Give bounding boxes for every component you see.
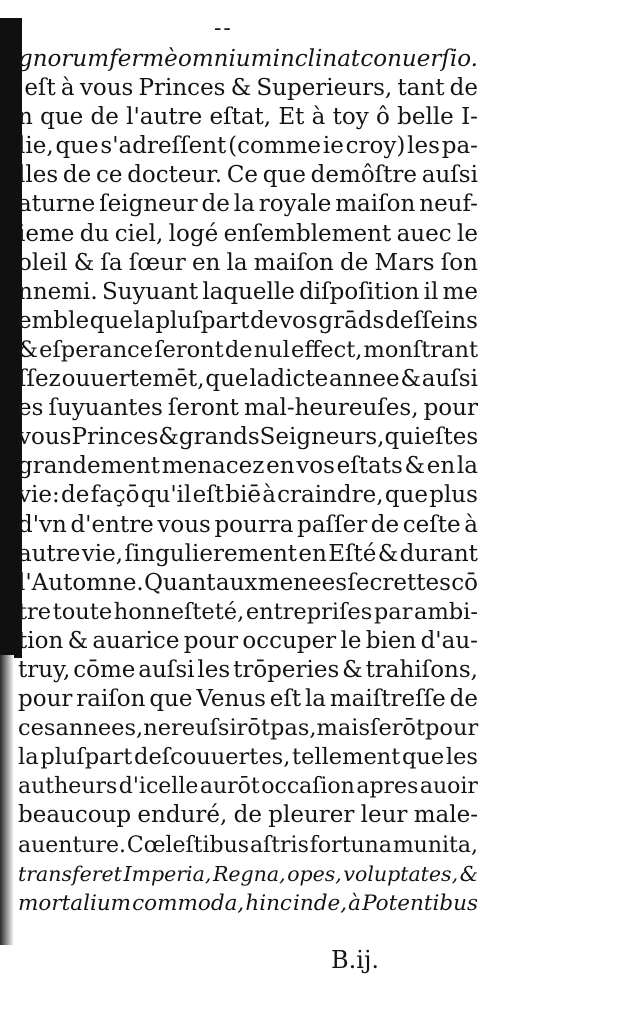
word: de (201, 191, 230, 218)
word: ſerōt (370, 715, 426, 742)
word: la (226, 249, 248, 276)
word: transferet (18, 861, 122, 886)
word: auſsi (421, 366, 478, 393)
word: que (149, 686, 193, 713)
word: ſeront (167, 395, 239, 422)
text-line (18, 249, 478, 278)
text-line (18, 714, 478, 743)
word: en (298, 540, 327, 567)
word: grands (178, 424, 260, 451)
word: vous (157, 511, 211, 538)
signature-mark: B.ij. (331, 946, 380, 974)
text-line (18, 394, 478, 423)
word: ſingulierement (124, 540, 298, 567)
word: beaucoup (18, 802, 132, 829)
word: ô (376, 104, 390, 131)
word: l'Automne. (18, 569, 144, 596)
word: ſœur (128, 249, 186, 276)
word: le (340, 627, 362, 654)
word: mortalium (18, 890, 132, 916)
word: eſtats (336, 453, 403, 480)
word: grāds (318, 307, 385, 334)
word: maiſon (253, 249, 334, 276)
word: de (62, 162, 92, 189)
word: que (401, 744, 445, 771)
word: que (384, 482, 428, 509)
word: plus (429, 482, 478, 509)
word: & (377, 540, 399, 567)
word: & (230, 75, 252, 102)
word: eſtes (421, 424, 479, 451)
word: les (445, 744, 478, 771)
word: en (426, 453, 456, 480)
word: aturne (18, 191, 96, 218)
word: opes, (287, 861, 342, 886)
word: auoir (419, 774, 478, 800)
word: apres (356, 774, 419, 800)
text-line (18, 45, 478, 74)
word: Suyuant (101, 278, 199, 305)
word: à (464, 511, 478, 538)
word: Quant (144, 569, 216, 596)
word: fortuna (309, 832, 392, 858)
page-top-mark: -- (214, 16, 233, 41)
word: & (342, 656, 363, 683)
text-line (18, 831, 478, 860)
word: de (233, 802, 262, 829)
word: trōperies (233, 656, 340, 683)
text-line (18, 889, 478, 918)
text-line (18, 278, 478, 307)
text-line (18, 365, 478, 394)
word: pluſpart (40, 744, 133, 771)
word: pluſpart (155, 307, 250, 334)
text-line (18, 161, 478, 190)
word: ſecrettes (347, 569, 451, 596)
word: durant (399, 540, 478, 567)
word: Potentibus (362, 890, 478, 916)
word: d'icelle (118, 774, 199, 800)
word: ciel, (114, 220, 164, 247)
text-line (18, 220, 478, 249)
word: auec (396, 220, 452, 247)
word: Imperia, (123, 861, 212, 886)
word: d'au- (420, 627, 478, 654)
word: vos (279, 307, 318, 334)
word: belle (397, 104, 454, 131)
word: auenture. (18, 832, 127, 858)
word: d'vn (18, 511, 67, 538)
word: la (233, 191, 255, 218)
text-line (18, 481, 478, 510)
text-line (18, 307, 478, 336)
word: à (60, 75, 75, 102)
word: lles (18, 162, 59, 189)
word: honneſteté, (113, 598, 245, 625)
text-line (18, 801, 478, 830)
word: tre (18, 598, 52, 625)
word: ce (95, 162, 123, 189)
word: tellement (292, 744, 401, 771)
word: menacez (161, 453, 265, 480)
word: eſperance (39, 336, 154, 363)
word: ces (18, 715, 56, 742)
word: en (191, 249, 221, 276)
word: oleil (18, 249, 68, 276)
word: occuper (242, 627, 337, 654)
word: ieme (18, 220, 75, 247)
word: toy (332, 104, 369, 131)
word: deſcouuertes, (134, 744, 291, 771)
word: ie (322, 133, 344, 160)
word: ſon (440, 249, 478, 276)
word: ſeront (154, 336, 224, 363)
word: maiſtreſſe (329, 686, 446, 713)
word: voluptates, (343, 861, 459, 886)
word: Superieurs, (256, 75, 393, 102)
text-line (18, 569, 478, 598)
word: ſa (100, 249, 123, 276)
word: gnorum (18, 46, 110, 72)
word: de (60, 482, 90, 509)
word: les (197, 656, 231, 683)
word: s'adreſſent (100, 133, 227, 160)
word: emble (18, 307, 90, 334)
word: ouuertemēt, (61, 366, 205, 393)
word: & (400, 366, 421, 393)
word: Venus (196, 686, 266, 713)
word: par (373, 598, 413, 625)
word: I- (461, 104, 478, 131)
word: de (449, 686, 478, 713)
word: fermè (109, 46, 178, 72)
word: royale (258, 191, 332, 218)
word: entrepriſes (245, 598, 373, 625)
text-block (18, 45, 478, 918)
word: Eſté (328, 540, 377, 567)
word: autre (18, 540, 81, 567)
word: & (158, 424, 179, 451)
word: il (423, 278, 439, 305)
word: Cœleſtibus (126, 832, 250, 858)
word: reuſsirōt (171, 715, 270, 742)
word: ſeigneur (99, 191, 198, 218)
word: ſuyuantes (48, 395, 163, 422)
text-line (18, 336, 478, 365)
word: vous (18, 424, 72, 451)
word: de (90, 104, 119, 131)
word: munita, (392, 832, 478, 858)
word: Regna, (212, 861, 286, 886)
word: pa- (441, 133, 478, 160)
word: de (250, 307, 279, 334)
word: l'autre (126, 104, 203, 131)
word: & (73, 249, 95, 276)
word: les (407, 133, 440, 160)
word: pour (423, 395, 478, 422)
word: effect, (291, 336, 363, 363)
word: à (348, 890, 361, 916)
word: vie, (81, 540, 124, 567)
word: eſt (192, 482, 224, 509)
word: maiſon (335, 191, 416, 218)
word: docteur. (127, 162, 223, 189)
word: (comme (228, 133, 322, 160)
word: cō (451, 569, 478, 596)
word: qui (384, 424, 422, 451)
word: leur (360, 802, 408, 829)
word: vie: (18, 482, 60, 509)
text-line (18, 74, 478, 103)
word: omnium (177, 46, 273, 72)
word: laquelle (202, 278, 295, 305)
word: enduré, (137, 802, 228, 829)
word: conuerſio. (360, 46, 478, 72)
word: la (456, 453, 478, 480)
word: ambi- (414, 598, 478, 625)
word: aurōt (199, 774, 260, 800)
text-line (18, 860, 478, 889)
word: que (89, 307, 133, 334)
word: du (79, 220, 110, 247)
word: eſt (269, 686, 302, 713)
word: ceſte (402, 511, 461, 538)
word: hinc (245, 890, 292, 916)
text-line (18, 423, 478, 452)
word: que (55, 133, 99, 160)
word: tion (18, 627, 64, 654)
word: auſsi (421, 162, 478, 189)
word: pour (18, 686, 73, 713)
word: commoda, (132, 890, 245, 916)
word: tant (397, 75, 445, 102)
word: de (370, 511, 400, 538)
word: inde, (293, 890, 348, 916)
word: grandement (18, 453, 161, 480)
word: Princes (138, 75, 226, 102)
word: croy) (345, 133, 406, 160)
word: enſemblement (223, 220, 392, 247)
word: trahiſons, (365, 656, 478, 683)
word: me (442, 278, 478, 305)
word: inclinat (272, 46, 361, 72)
word: demôſtre (310, 162, 418, 189)
word: mal-heureuſes, (243, 395, 419, 422)
word: toute (52, 598, 113, 625)
word: nnemi. (18, 278, 98, 305)
word: & (67, 627, 89, 654)
word: la (304, 686, 327, 713)
word: autheurs (18, 774, 118, 800)
word: deſſeins (385, 307, 478, 334)
text-line (18, 772, 478, 801)
binding-shadow-lower (0, 655, 14, 945)
word: le (457, 220, 478, 247)
text-line (18, 685, 478, 714)
word: d'entre (70, 511, 154, 538)
text-line (18, 743, 478, 772)
word: nul (253, 336, 290, 363)
word: monſtrant (363, 336, 478, 363)
word: annees, (55, 715, 144, 742)
word: neuf- (419, 191, 478, 218)
word: pourra (214, 511, 294, 538)
word: ladicte (249, 366, 329, 393)
word: n (18, 104, 33, 131)
word: qu'il (140, 482, 192, 509)
word: occaſion (261, 774, 355, 800)
text-line (18, 598, 478, 627)
text-line (18, 103, 478, 132)
word: bien (365, 627, 417, 654)
word: que (262, 162, 306, 189)
word: & (459, 861, 478, 886)
word: paſſer (297, 511, 368, 538)
word: la (18, 744, 39, 771)
word: que (205, 366, 249, 393)
word: pour (183, 627, 239, 654)
word: eſtat, (209, 104, 272, 131)
word: biē (225, 482, 261, 509)
word: à (262, 482, 276, 509)
word: de (449, 75, 478, 102)
word: & (18, 336, 39, 363)
word: es (18, 395, 44, 422)
word: façō (90, 482, 140, 509)
text-line (18, 511, 478, 540)
word: pleurer (268, 802, 355, 829)
word: ſſez (18, 366, 61, 393)
text-line (18, 627, 478, 656)
text-line (18, 656, 478, 685)
word: la (133, 307, 155, 334)
word: pour (425, 715, 479, 742)
word: aux (215, 569, 258, 596)
word: Seigneurs, (259, 424, 385, 451)
word: logé (168, 220, 219, 247)
word: de (339, 249, 369, 276)
word: 'eſt (18, 75, 56, 102)
word: Et (278, 104, 305, 131)
word: pas, (270, 715, 317, 742)
word: aſtris (249, 832, 309, 858)
word: en (266, 453, 295, 480)
word: que (40, 104, 84, 131)
word: auarice (92, 627, 180, 654)
word: auſsi (138, 656, 195, 683)
word: craindre, (277, 482, 384, 509)
word: male- (413, 802, 478, 829)
word: de (224, 336, 253, 363)
word: truy, (18, 656, 71, 683)
word: Ce (226, 162, 259, 189)
text-line (18, 190, 478, 219)
text-line (18, 540, 478, 569)
word: Princes (71, 424, 159, 451)
word: Mars (374, 249, 435, 276)
word: ne (143, 715, 172, 742)
word: annee (329, 366, 400, 393)
text-line (18, 452, 478, 481)
word: menees (257, 569, 348, 596)
word: cōme (73, 656, 136, 683)
word: vous (79, 75, 134, 102)
word: mais (316, 715, 371, 742)
word: diſpoſition (299, 278, 420, 305)
word: lie, (18, 133, 54, 160)
word: raiſon (76, 686, 146, 713)
word: à (311, 104, 326, 131)
word: vos (296, 453, 335, 480)
word: & (404, 453, 425, 480)
text-line (18, 132, 478, 161)
